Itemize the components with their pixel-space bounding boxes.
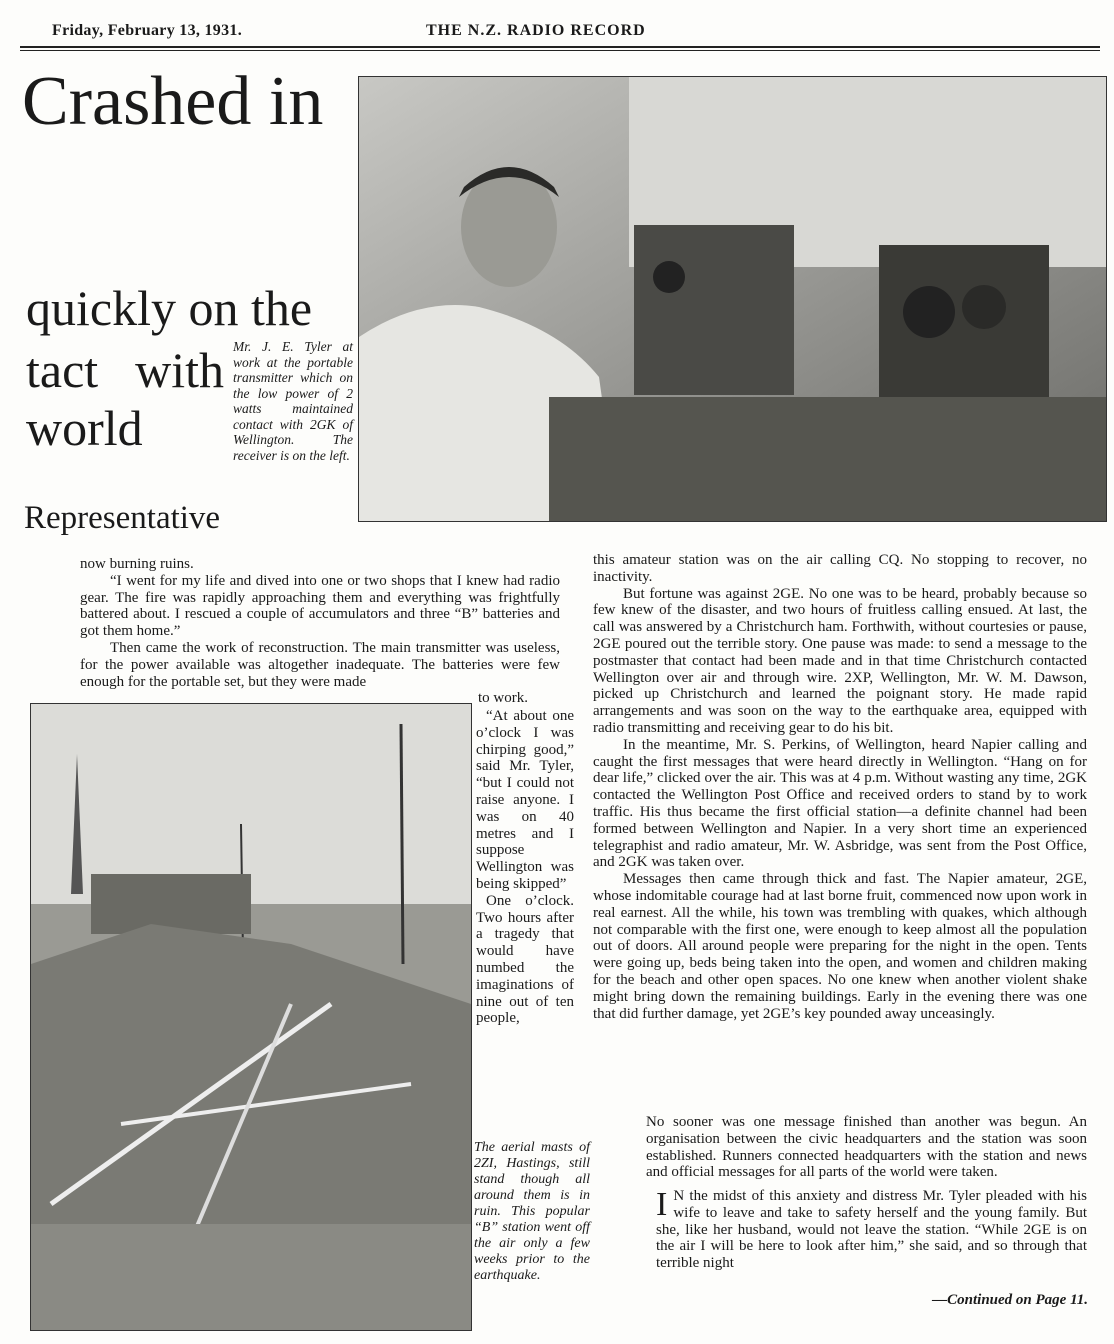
paragraph-end: to work. — [478, 690, 528, 706]
col1-narrow-text — [476, 708, 574, 1027]
paragraph: Then came the work of reconstruction. The main transmitter was useless, for the power available was altogether inadequate. The batteries were few enough for the portable set, but they were made — [80, 639, 560, 690]
headline-line-1: Crashed in — [22, 63, 324, 140]
col2-text — [593, 552, 1087, 1022]
headline-line-4: world — [26, 400, 143, 456]
ruins-photo-caption: The aerial masts of 2ZI, Hastings, still stand though all around them is in ruin. This popular “B” station went off the air only a few weeks prior to the earthquake. — [474, 1140, 590, 1283]
operator-photo-image — [359, 77, 1106, 521]
ruins-photo-image — [31, 704, 471, 1330]
paragraph: No sooner was one message finished than another was begun. An organisation between the civic headquarters and the station was soon established. Runners connected headquarters with the station and news and official messages for all parts of the world were taken. — [646, 1114, 1087, 1181]
header-rule — [20, 46, 1100, 51]
continued-notice: —Continued on Page 11. — [932, 1292, 1088, 1308]
paragraph: In the meantime, Mr. S. Perkins, of Wellington, heard Napier calling and caught the first messages that were heard directly in Wellington. “Hang on for dear life,” clicked over the air. This was at 4 p.m. Without wasting any time, 2GK contacted the Wellington Post Office and received orders to stand by to work traffic. His thus became the first official station—a definite channel had been formed between Wellington and Napier. In a very short time an experienced telegraphist and radio amateur, Mr. W. Asbridge, was sent from the Post Office, and 2GK was taken over. — [593, 736, 1087, 871]
paragraph: now burning ruins. — [80, 556, 194, 572]
paragraph: this amateur station was on the air calling CQ. No stopping to recover, no inactivity. — [593, 552, 1087, 585]
operator-photo-caption: Mr. J. E. Tyler at work at the portable transmitter which on the low power of 2 watts maintained contact with 2GK of Wellington. The receiver is on the left. — [233, 339, 353, 463]
paragraph: One o’clock. Two hours after a tragedy that would have numbed the imaginations of nine out of ten people, — [476, 892, 574, 1027]
col2-final-paragraph — [656, 1188, 1087, 1272]
issue-date: Friday, February 13, 1931. — [52, 22, 243, 39]
headline-line-5: Representative — [24, 500, 221, 536]
paragraph: “I went for my life and dived into one or two shops that I knew had radio gear. The fire was rapidly approaching them and everything was frightfully battered about. I rescued a couple of accumulators and three “B” batteries and got them home.” — [80, 572, 560, 640]
paragraph: “At about one o’clock I was chirping good,” said Mr. Tyler, “but I could not raise anyone. I was on 40 metres and I suppose Wellington was being skipped” — [476, 708, 574, 892]
paragraph: Messages then came through thick and fast. The Napier amateur, 2GE, whose indomitable courage had at last borne fruit, commenced now upon work in real earnest. All the while, his town was trembling with quakes, which although not comparable with the first one, were enough to keep almost all the population out of doors. All around people were preparing for the night in the open. Tents were going up, beds being taken into the open, and women and children making for the beach and other open spaces. No one knew when another violent shake might bring down the remaining buildings. Early in the evening there was one that did further damage, yet 2GE’s key pounded away unceasingly. — [593, 871, 1087, 1022]
col2-indented-text — [646, 1114, 1087, 1181]
drop-cap: I — [656, 1186, 668, 1223]
ruins-photo — [30, 703, 472, 1331]
paragraph: N the midst of this anxiety and distress Mr. Tyler pleaded with his wife to leave and take to safety herself and the young family. But she, like her husband, would not leave the station. “While 2GE is on the air I will be here to look after him,” she said, and so through that terrible night — [656, 1188, 1087, 1272]
publication-title: THE N.Z. RADIO RECORD — [426, 22, 646, 39]
headline-line-3: tact with — [26, 342, 224, 398]
col1-top-text — [80, 556, 560, 690]
paragraph: But fortune was against 2GE. No one was to be heard, probably because so few knew of the disaster, and two hours of fruitless calling ensued. At last, the call was answered by a Christchurch ham. Forthwith, without courtesies or pause, 2GE poured out the terrible story. One pause was made: to send a message to the postmaster that contact had been made and in that time Christchurch contacted Wellington over air and through wire. 2XP, Wellington, Mr. W. M. Dawson, picked up Christchurch and learned the poignant story. He made rapid arrangements and was soon on the way to the earthquake area, equipped with radio transmitting and receiving gear to do his bit. — [593, 585, 1087, 736]
headline-line-2: quickly on the — [26, 280, 313, 336]
operator-photo — [358, 76, 1107, 522]
